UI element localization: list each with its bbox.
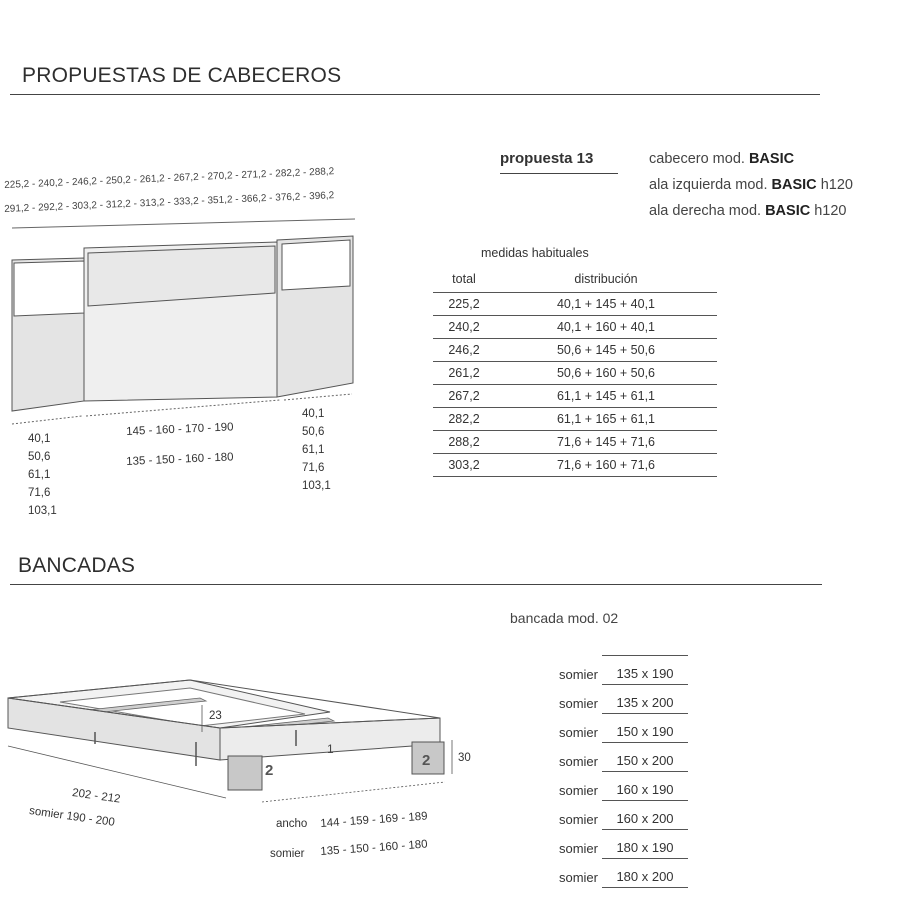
proposal-label: propuesta 13 [500, 150, 594, 167]
bancada-model-label: bancada mod. 02 [510, 610, 619, 626]
total-widths-row-2: 291,2 - 292,2 - 303,2 - 312,2 - 313,2 - 333,2 - 351,2 - 366,2 - 376,2 - 396,2 [4, 190, 335, 215]
table-row: 261,2 50,6 + 160 + 50,6 [433, 362, 717, 385]
left-wing-widths [28, 430, 57, 520]
left-wing-width: 71,6 [28, 487, 51, 499]
right-wing-width: 61,1 [302, 444, 325, 456]
measures-table [433, 272, 717, 477]
section-title-headboards: PROPUESTAS DE CABECEROS [22, 64, 342, 87]
leg-number-right: 2 [422, 752, 431, 769]
ancho-label: ancho [276, 818, 308, 830]
proposal-line-right-wing: ala derecha mod. BASIC h120 [649, 203, 847, 219]
somier-width-values: 135 - 150 - 160 - 180 [320, 838, 428, 858]
measures-title: medidas habituales [481, 246, 589, 260]
somier-length: somier 190 - 200 [28, 805, 116, 829]
dimension-30: 30 [458, 752, 471, 764]
table-row: somier 160 x 190 [540, 772, 688, 801]
table-row: 267,2 61,1 + 145 + 61,1 [433, 385, 717, 408]
right-wing-width: 71,6 [302, 462, 325, 474]
table-row: somier 150 x 190 [540, 714, 688, 743]
length-dimension: 202 - 212 [71, 787, 122, 806]
slat-number: 1 [327, 742, 334, 756]
left-wing-width: 50,6 [28, 451, 51, 463]
proposal-underline [500, 173, 618, 174]
bed-base-drawing [0, 670, 470, 815]
section-divider-headboards [10, 94, 820, 95]
somier-sizes-table [540, 655, 688, 888]
headboard-drawing [0, 218, 380, 433]
right-wing-width: 50,6 [302, 426, 325, 438]
table-row: 225,2 40,1 + 145 + 40,1 [433, 293, 717, 316]
table-row: somier 160 x 200 [540, 801, 688, 830]
right-wing-widths [302, 405, 331, 495]
dimension-23: 23 [209, 710, 222, 722]
somier-width-label: somier [270, 848, 305, 860]
proposal-line-left-wing: ala izquierda mod. BASIC h120 [649, 177, 853, 193]
table-row: 240,2 40,1 + 160 + 40,1 [433, 316, 717, 339]
table-row: somier 135 x 190 [540, 656, 688, 685]
table-row: 288,2 71,6 + 145 + 71,6 [433, 431, 717, 454]
table-row: 282,2 61,1 + 165 + 61,1 [433, 408, 717, 431]
table-row: somier 180 x 200 [540, 859, 688, 888]
total-widths-row-1: 225,2 - 240,2 - 246,2 - 250,2 - 261,2 - 267,2 - 270,2 - 271,2 - 282,2 - 288,2 [4, 166, 335, 191]
proposal-line-headboard: cabecero mod. BASIC [649, 151, 795, 167]
table-row: somier 135 x 200 [540, 685, 688, 714]
table-row: somier 180 x 190 [540, 830, 688, 859]
table-row: somier 150 x 200 [540, 743, 688, 772]
right-wing-width: 103,1 [302, 480, 331, 492]
col-header-distribution: distribución [574, 272, 638, 286]
col-header-total: total [452, 272, 476, 286]
left-wing-width: 103,1 [28, 505, 57, 517]
right-wing-width: 40,1 [302, 408, 325, 420]
table-row: 246,2 50,6 + 145 + 50,6 [433, 339, 717, 362]
center-widths-row-1: 145 - 160 - 170 - 190 [126, 421, 234, 438]
left-wing-width: 61,1 [28, 469, 51, 481]
leg-number-left: 2 [265, 762, 274, 779]
section-title-bases: BANCADAS [18, 554, 136, 577]
center-widths-row-2: 135 - 150 - 160 - 180 [126, 451, 234, 468]
section-divider-bases [10, 584, 822, 585]
ancho-values: 144 - 159 - 169 - 189 [320, 810, 428, 830]
left-wing-width: 40,1 [28, 433, 51, 445]
table-row: 303,2 71,6 + 160 + 71,6 [433, 454, 717, 477]
